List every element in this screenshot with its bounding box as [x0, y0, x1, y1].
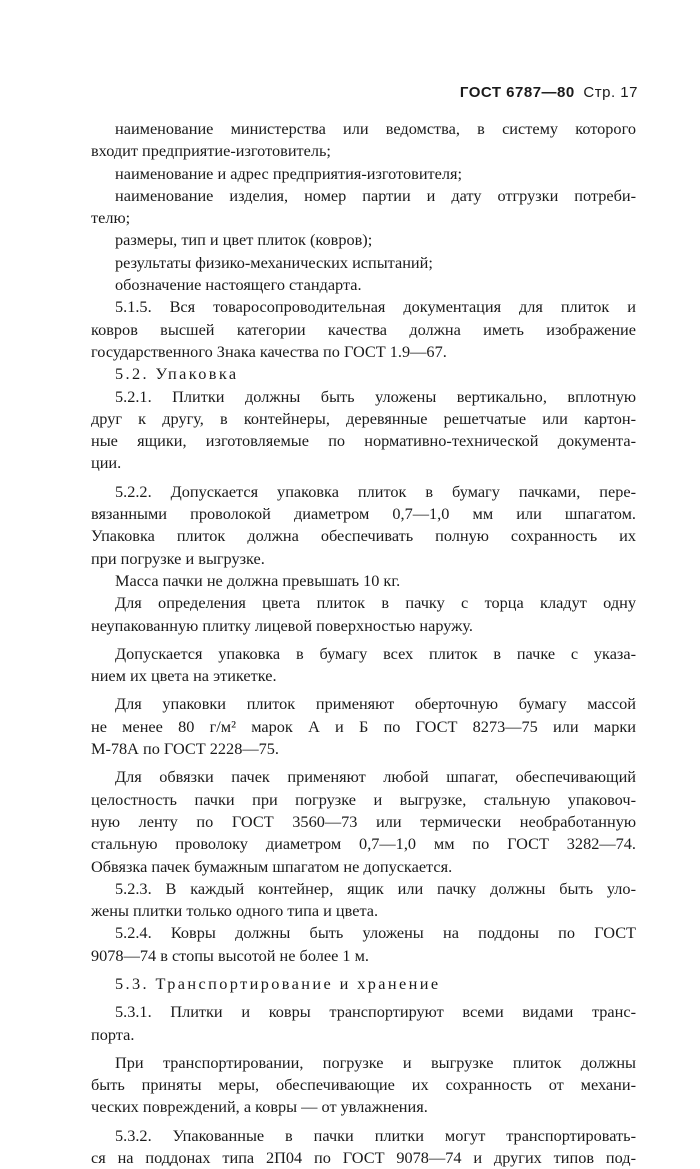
text-line: не менее 80 г/м² марок А и Б по ГОСТ 8273—75 или марки	[91, 716, 636, 736]
text-line: 5.2.1. Плитки должны быть уложены вертикально, вплотную	[115, 386, 636, 406]
text-line: быть приняты меры, обеспечивающие их сохранность от механи-	[91, 1075, 636, 1095]
text-line: Для определения цвета плиток в пачку с торца кладут одну	[115, 593, 636, 613]
text-line: Масса пачки не должна превышать 10 кг.	[115, 570, 401, 590]
text-line: результаты физико-механических испытаний;	[115, 252, 433, 272]
text-line: целостность пачки при погрузке и выгрузке, стальную упаковоч-	[91, 789, 636, 809]
text-line: ковров высшей категории качества должна иметь изображение	[91, 319, 636, 339]
text-line: 5.2.3. В каждый контейнер, ящик или пачку должны быть уло-	[115, 878, 636, 898]
text-line: нием их цвета на этикетке.	[91, 666, 277, 686]
text-line: жены плитки только одного типа и цвета.	[91, 901, 379, 921]
text-line: ные ящики, изготовляемые по нормативно-технической документа-	[91, 431, 636, 451]
page-number: Стр. 17	[583, 84, 638, 101]
text-line: Для упаковки плиток применяют оберточную бумагу массой	[115, 694, 636, 714]
text-line: При транспортировании, погрузке и выгрузке плиток должны	[115, 1052, 636, 1072]
text-line: вязанными проволокой диаметром 0,7—1,0 мм или шпагатом.	[91, 504, 636, 524]
text-line: ную ленту по ГОСТ 3560—73 или термически необработанную	[91, 811, 636, 831]
text-line: стальную проволоку диаметром 0,7—1,0 мм по ГОСТ 3282—74.	[91, 834, 636, 854]
text-line: наименование и адрес предприятия-изготовителя;	[115, 163, 463, 183]
body-text	[91, 118, 636, 1169]
text-line: 5.1.5. Вся товаросопроводительная документация для плиток и	[115, 297, 636, 317]
text-line: Обвязка пачек бумажным шпагатом не допускается.	[91, 856, 453, 876]
text-line: при погрузке и выгрузке.	[91, 548, 265, 568]
text-line: 5.2.4. Ковры должны быть уложены на поддоны по ГОСТ	[115, 923, 636, 943]
text-line: ся на поддонах типа 2П04 по ГОСТ 9078—74 и других типов под-	[91, 1148, 636, 1168]
text-line: ции.	[91, 453, 122, 473]
text-line: размеры, тип и цвет плиток (ковров);	[115, 230, 373, 250]
text-line: неупакованную плитку лицевой поверхностью наружу.	[91, 615, 474, 635]
standard-designation: ГОСТ 6787—80	[459, 84, 575, 101]
text-line: 5.2.2. Допускается упаковка плиток в бумагу пачками, пере-	[115, 481, 636, 501]
text-line: наименование изделия, номер партии и дату отгрузки потреби-	[115, 185, 636, 205]
text-line: друг к другу, в контейнеры, деревянные решетчатые или картон-	[91, 408, 636, 428]
text-line: Упаковка плиток должна обеспечивать полную сохранность их	[91, 526, 636, 546]
text-line: ческих повреждений, а ковры — от увлажнения.	[91, 1097, 428, 1117]
section-heading-line: 5.2. Упаковка	[115, 364, 239, 384]
text-line: государственного Знака качества по ГОСТ 1.9—67.	[91, 341, 447, 361]
text-line: Для обвязки пачек применяют любой шпагат, обеспечивающий	[115, 767, 636, 787]
text-line: М-78А по ГОСТ 2228—75.	[91, 739, 279, 759]
text-line: входит предприятие-изготовитель;	[91, 141, 331, 161]
text-line: обозначение настоящего стандарта.	[115, 275, 362, 295]
text-line: телю;	[91, 208, 131, 228]
text-line: порта.	[91, 1024, 135, 1044]
text-line: наименование министерства или ведомства, в систему которого	[115, 119, 636, 138]
page-header	[460, 84, 638, 101]
text-line: Допускается упаковка в бумагу всех плиток в пачке с указа-	[115, 643, 636, 663]
text-line: 9078—74 в стопы высотой не более 1 м.	[91, 945, 369, 965]
section-heading-line: 5.3. Транспортирование и хранение	[115, 973, 441, 993]
text-line: 5.3.1. Плитки и ковры транспортируют всеми видами транс-	[115, 1002, 636, 1022]
text-line: 5.3.2. Упакованные в пачки плитки могут транспортировать-	[115, 1125, 636, 1145]
